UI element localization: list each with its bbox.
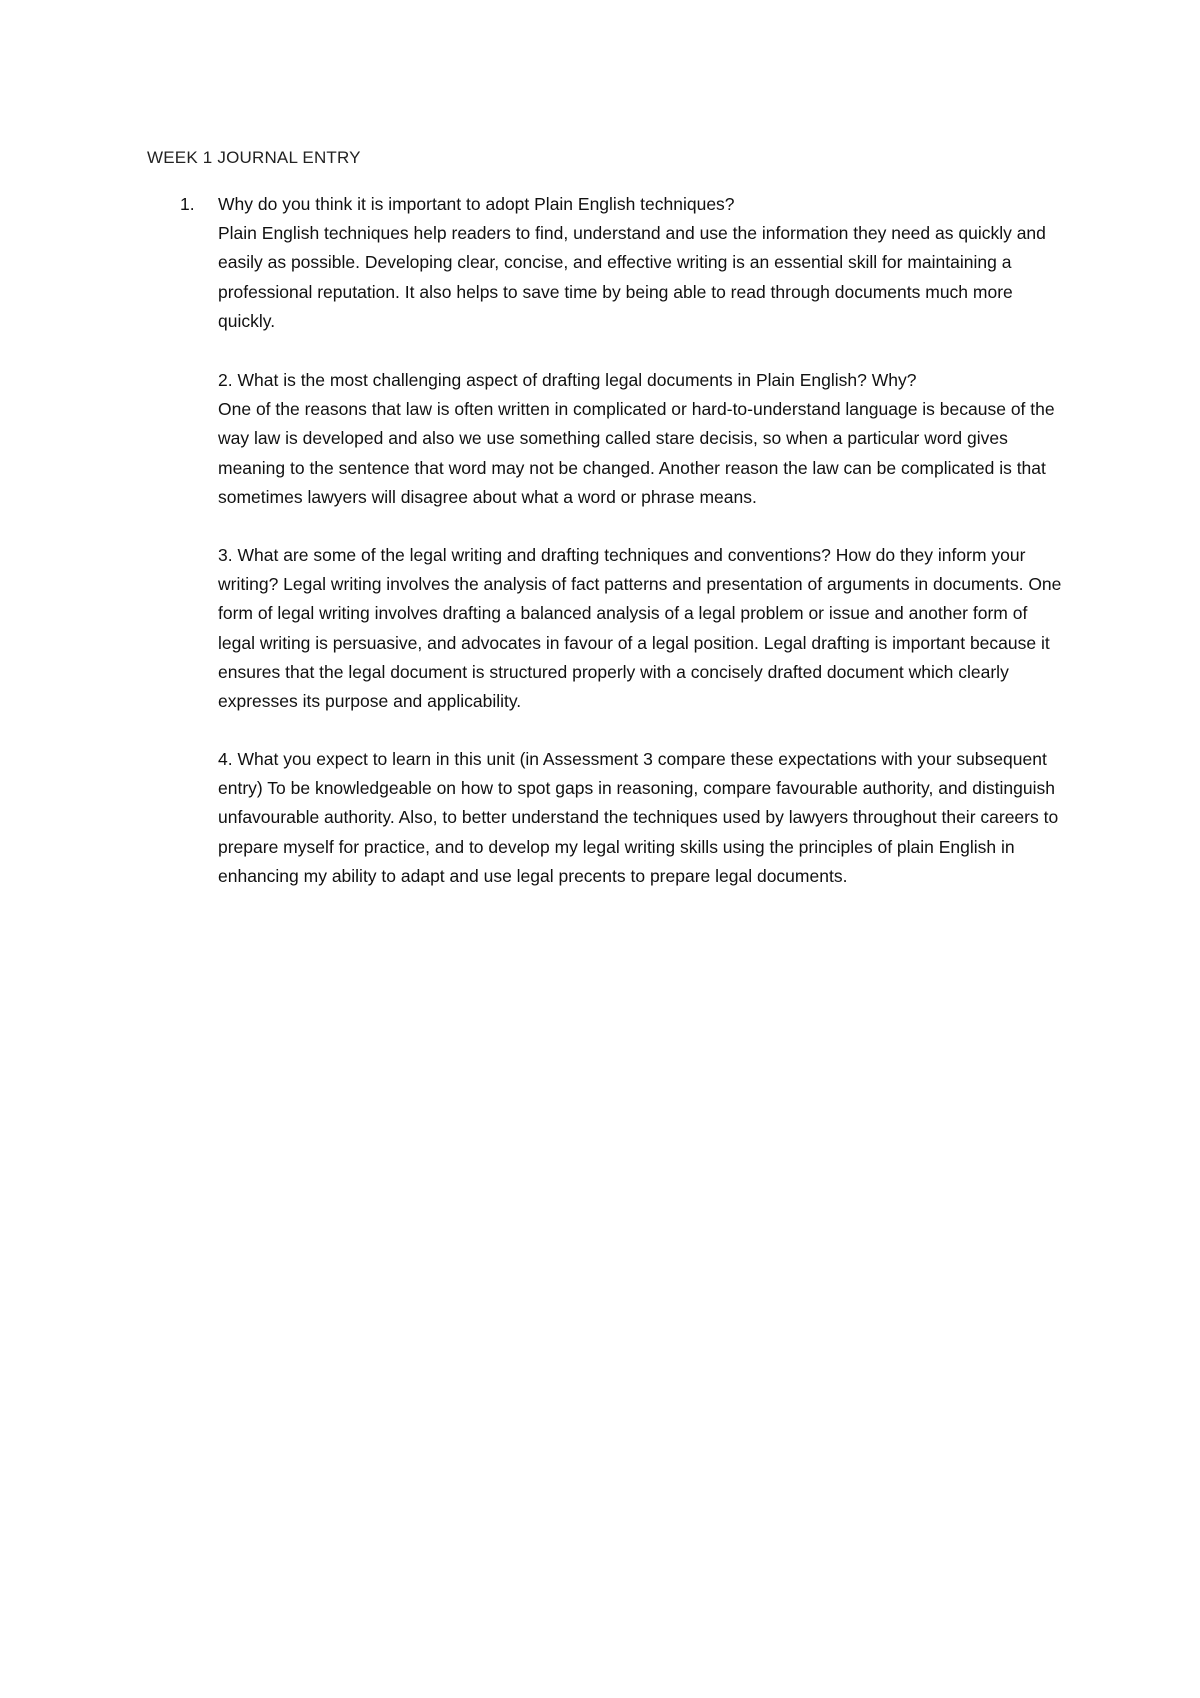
entry-4-answer: To be knowledgeable on how to spot gaps in reasoning, compare favourable authority, and distinguish unfavourable authority. Also, to better understand the techniques used by lawyers throughout their careers to prepare myself for practice, and to develop my legal writing skills using the principles of plain English in enhancing my ability to adapt and use legal precents to prepare legal documents. [218,778,1059,886]
entry-2-number: 2. [218,370,233,390]
entry-1-number: 1. [180,194,195,214]
entry-1-question: Why do you think it is important to adopt Plain English techniques? [218,194,735,214]
entry-3-answer: Legal writing involves the analysis of fact patterns and presentation of arguments in documents. One form of legal writing involves drafting a balanced analysis of a legal problem or issue and another form of legal writing is persuasive, and advocates in favour of a legal position. Legal drafting is important because it ensures that the legal document is structured properly with a concisely drafted document which clearly expresses its purpose and applicability. [218,574,1062,712]
entry-2-question: What is the most challenging aspect of drafting legal documents in Plain English? Why? [237,370,917,390]
journal-entry-2 [218,366,1068,512]
entry-3-number: 3. [218,545,233,565]
journal-entry-4 [218,745,1068,891]
journal-entry-1 [218,190,1068,336]
page-title: WEEK 1 JOURNAL ENTRY [147,148,361,167]
journal-entry-3 [218,541,1068,716]
entry-2-answer: One of the reasons that law is often written in complicated or hard-to-understand language is because of the way law is developed and also we use something called stare decisis, so when a particular word gives meaning to the sentence that word may not be changed. Another reason the law can be complicated is that sometimes lawyers will disagree about what a word or phrase means. [218,399,1055,507]
entry-1-answer: Plain English techniques help readers to find, understand and use the information they need as quickly and easily as possible. Developing clear, concise, and effective writing is an essential skill for maintaining a professional reputation. It also helps to save time by being able to read through documents much more quickly. [218,223,1046,331]
entry-3-question: What are some of the legal writing and drafting techniques and conventions? How do they inform your writing? [218,545,1026,595]
entry-4-question: What you expect to learn in this unit (in Assessment 3 compare these expectations with your subsequent entry) [218,749,1047,799]
entry-4-number: 4. [218,749,233,769]
